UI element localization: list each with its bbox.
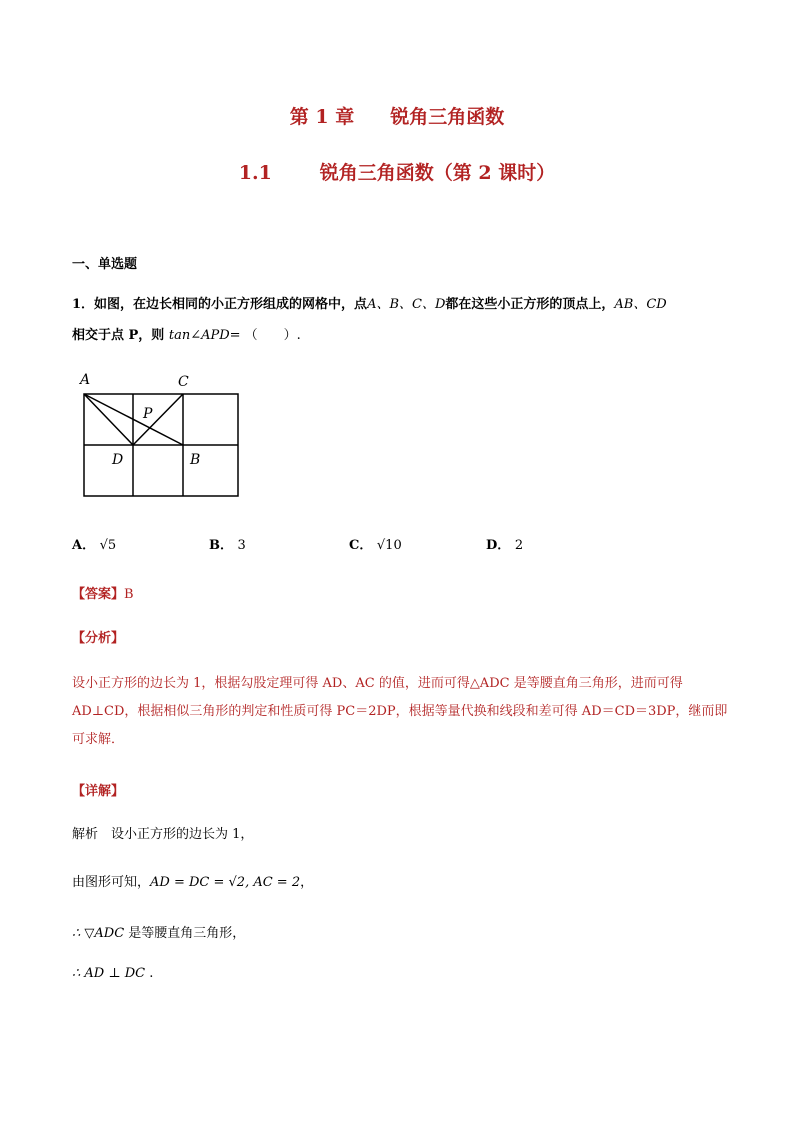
analysis-tag: 【分析】 <box>72 631 125 646</box>
grid-figure <box>72 366 252 501</box>
question-line-2: 相交于点 P，则 tan∠APD= （ ）. <box>72 328 301 343</box>
question-line-1: 1．如图，在边长相同的小正方形组成的网格中，点A、B、C、D都在这些小正方形的顶点上，AB、CD <box>72 297 667 312</box>
label-d: D <box>112 452 124 468</box>
detail-line-1: 解析 设小正方形的边长为 1， <box>72 827 254 842</box>
detail-line-4: ∴ AD ⊥ DC . <box>72 966 154 981</box>
chapter-number: 第 1 章 <box>289 106 355 128</box>
lesson-title <box>0 158 794 185</box>
tan-expression: tan∠APD <box>168 328 230 343</box>
option-a: A． √5 <box>72 538 117 553</box>
lesson-name: 锐角三角函数（第 2 课时） <box>319 162 556 184</box>
analysis-text: 设小正方形的边长为 1，根据勾股定理可得 AD、AC 的值，进而可得△ADC 是等腰直角三角形，进而可得 AD⊥CD，根据相似三角形的判定和性质可得 PC＝2DP，根据等量代换和线段和差可得 AD＝CD＝3DP，继而即可求解． <box>72 676 728 747</box>
question-number: 1． <box>72 297 95 312</box>
chapter-name: 锐角三角函数 <box>390 106 505 128</box>
detail-tag: 【详解】 <box>72 784 125 799</box>
detail-line-3: ∴ ▽ADC 是等腰直角三角形， <box>72 926 246 941</box>
answer-value: B <box>124 587 134 602</box>
option-c: C． √10 <box>349 538 402 553</box>
label-p: P <box>143 406 153 422</box>
answer: 【答案】B <box>72 587 134 602</box>
detail-line-2: 由图形可知，AD = DC = √2, AC = 2， <box>72 875 314 890</box>
label-c: C <box>178 374 189 390</box>
label-a: A <box>80 372 91 388</box>
option-d: D． 2 <box>486 538 524 553</box>
chapter-title <box>0 102 794 129</box>
lesson-number: 1.1 <box>238 162 272 184</box>
label-b: B <box>190 452 201 468</box>
section-heading: 一、单选题 <box>72 257 138 272</box>
option-b: B． 3 <box>209 538 246 553</box>
